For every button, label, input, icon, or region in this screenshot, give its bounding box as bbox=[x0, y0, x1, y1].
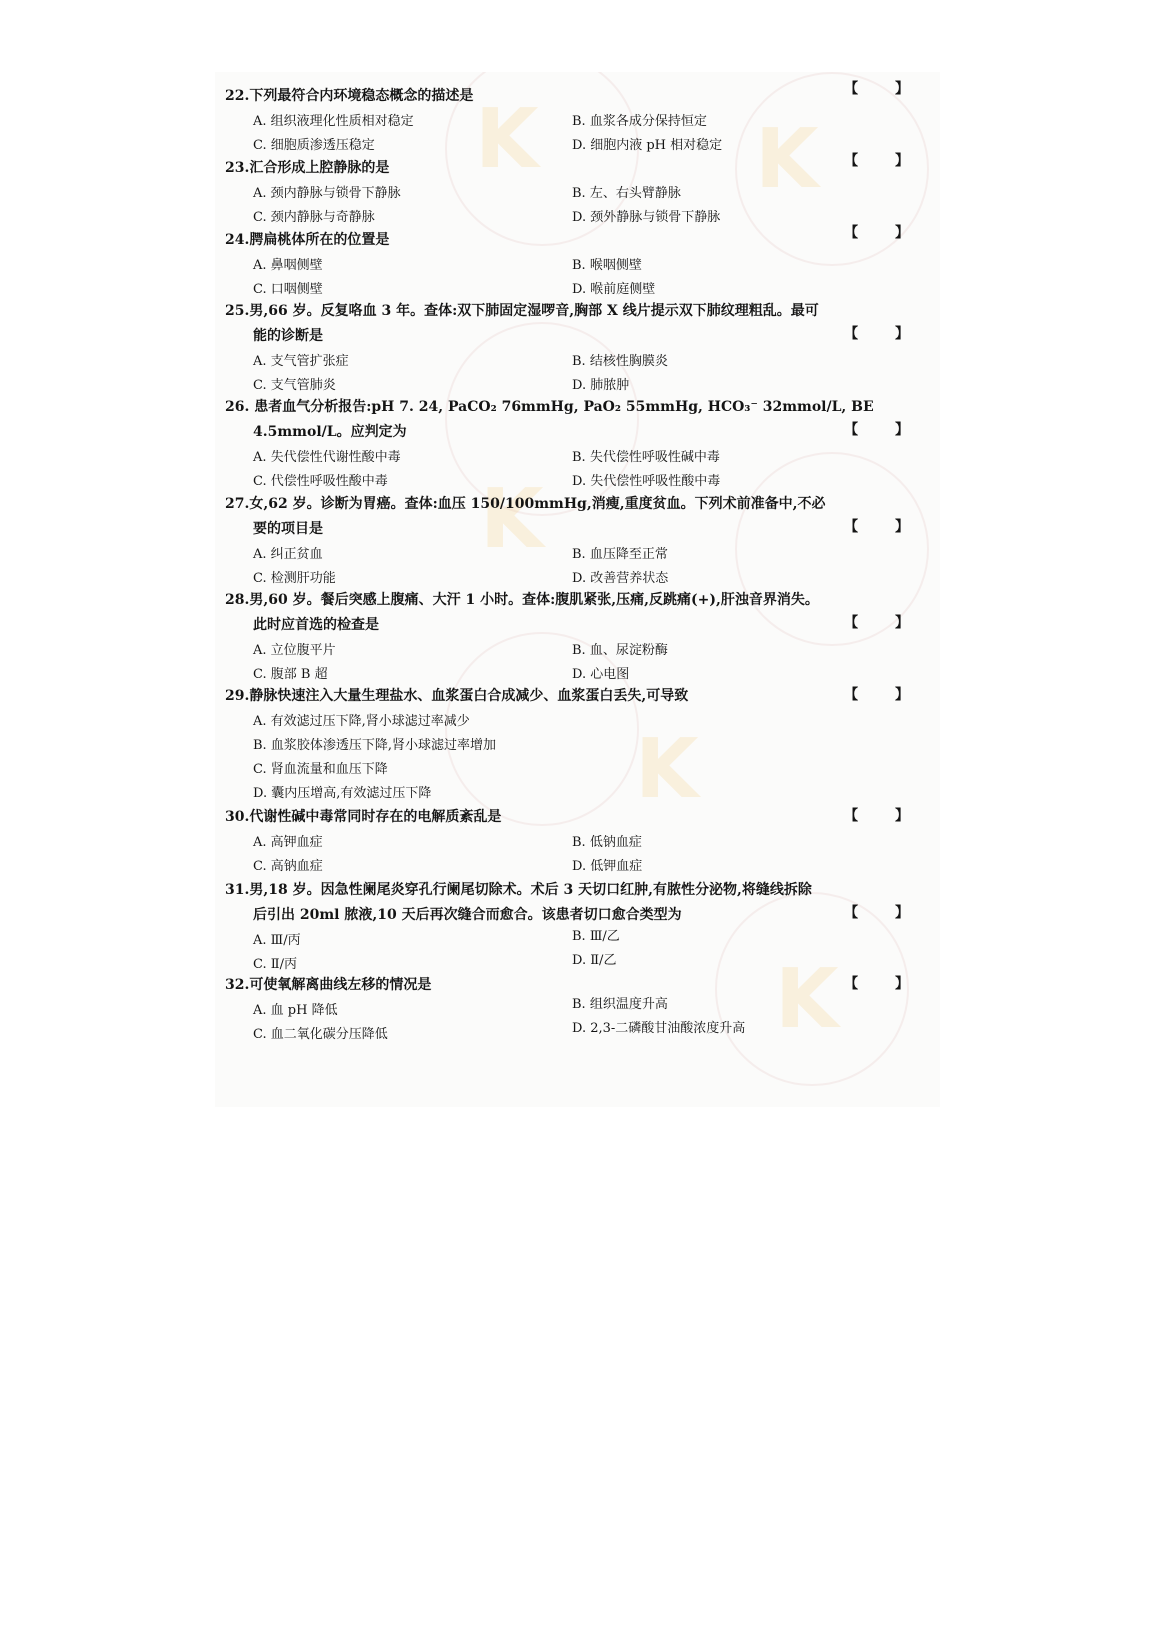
option-a: A. 高钾血症 bbox=[253, 835, 323, 850]
watermark-logo: K bbox=[755, 112, 819, 207]
option-b: B. 血浆胶体渗透压下降,肾小球滤过率增加 bbox=[253, 738, 496, 753]
question-27 bbox=[225, 492, 925, 592]
option-d: D. 心电图 bbox=[572, 667, 630, 682]
option-c: C. 支气管肺炎 bbox=[253, 378, 336, 393]
question-28 bbox=[225, 588, 925, 688]
watermark-logo: K bbox=[635, 722, 699, 817]
option-d: D. 低钾血症 bbox=[572, 859, 643, 874]
options bbox=[225, 349, 925, 399]
option-d: D. 细胞内液 pH 相对稳定 bbox=[572, 138, 723, 153]
option-c: C. 肾血流量和血压下降 bbox=[253, 762, 388, 777]
option-b: B. Ⅲ/乙 bbox=[572, 929, 620, 944]
question-stem bbox=[225, 492, 925, 542]
stem-line: 23.汇合形成上腔静脉的是 bbox=[225, 160, 390, 176]
question-stem bbox=[225, 228, 925, 253]
answer-bracket: 【 】 bbox=[844, 615, 925, 631]
answer-bracket: 【 】 bbox=[844, 81, 925, 97]
option-a: A. 失代偿性代谢性酸中毒 bbox=[253, 450, 401, 465]
answer-bracket: 【 】 bbox=[844, 519, 925, 535]
option-b: B. 血浆各成分保持恒定 bbox=[572, 114, 707, 129]
question-stem bbox=[225, 878, 925, 928]
option-c: C. 颈内静脉与奇静脉 bbox=[253, 210, 375, 225]
answer-bracket: 【 】 bbox=[844, 225, 925, 241]
scanned-exam-page bbox=[215, 72, 940, 1107]
stem-line: 此时应首选的检查是 bbox=[253, 617, 379, 633]
option-a: A. Ⅲ/丙 bbox=[253, 933, 301, 948]
answer-bracket: 【 】 bbox=[844, 326, 925, 342]
watermark-logo: K bbox=[475, 92, 539, 187]
option-a: A. 组织液理化性质相对稳定 bbox=[253, 114, 414, 129]
watermark-logo: K bbox=[480, 472, 544, 567]
question-25 bbox=[225, 299, 925, 399]
options bbox=[225, 928, 925, 978]
question-stem bbox=[225, 84, 925, 109]
stem-line: 能的诊断是 bbox=[253, 328, 323, 344]
options bbox=[225, 542, 925, 592]
options bbox=[225, 181, 925, 231]
option-c: C. 口咽侧壁 bbox=[253, 282, 323, 297]
question-29 bbox=[225, 684, 925, 809]
option-c: C. Ⅱ/丙 bbox=[253, 957, 297, 972]
options bbox=[225, 998, 925, 1048]
question-26 bbox=[225, 395, 925, 495]
question-30 bbox=[225, 805, 925, 880]
option-d: D. 喉前庭侧壁 bbox=[572, 282, 656, 297]
option-b: B. 失代偿性呼吸性碱中毒 bbox=[572, 450, 720, 465]
stem-line: 28.男,60 岁。餐后突感上腹痛、大汗 1 小时。查体:腹肌紧张,压痛,反跳痛(+),肝浊音界消失。 bbox=[225, 592, 819, 608]
options bbox=[225, 709, 925, 809]
option-b: B. 血压降至正常 bbox=[572, 547, 668, 562]
option-d: D. Ⅱ/乙 bbox=[572, 953, 617, 968]
option-a: A. 有效滤过压下降,肾小球滤过率减少 bbox=[253, 714, 470, 729]
option-a: A. 立位腹平片 bbox=[253, 643, 336, 658]
stem-line: 25.男,66 岁。反复咯血 3 年。查体:双下肺固定湿啰音,胸部 X 线片提示双下肺纹理粗乱。最可 bbox=[225, 303, 819, 319]
option-c: C. 细胞质渗透压稳定 bbox=[253, 138, 375, 153]
answer-bracket: 【 】 bbox=[844, 808, 925, 824]
question-23 bbox=[225, 153, 925, 231]
answer-bracket: 【 】 bbox=[844, 153, 925, 169]
option-b: B. 血、尿淀粉酶 bbox=[572, 643, 668, 658]
question-stem bbox=[225, 156, 925, 181]
option-d: D. 囊内压增高,有效滤过压下降 bbox=[253, 786, 432, 801]
options bbox=[225, 830, 925, 880]
question-stem bbox=[225, 805, 925, 830]
stem-line: 27.女,62 岁。诊断为胃癌。查体:血压 150/100mmHg,消瘦,重度贫血。下列术前准备中,不必 bbox=[225, 496, 826, 512]
option-d: D. 失代偿性呼吸性酸中毒 bbox=[572, 474, 721, 489]
watermark-logo: K bbox=[775, 952, 839, 1047]
option-d: D. 2,3-二磷酸甘油酸浓度升高 bbox=[572, 1021, 746, 1036]
stem-line: 4.5mmol/L。应判定为 bbox=[253, 424, 407, 440]
option-c: C. 高钠血症 bbox=[253, 859, 323, 874]
option-a: A. 颈内静脉与锁骨下静脉 bbox=[253, 186, 401, 201]
stem-line: 29.静脉快速注入大量生理盐水、血浆蛋白合成减少、血浆蛋白丢失,可导致 bbox=[225, 688, 689, 704]
answer-bracket: 【 】 bbox=[844, 687, 925, 703]
question-32 bbox=[225, 973, 925, 1048]
option-d: D. 肺脓肿 bbox=[572, 378, 630, 393]
question-22 bbox=[225, 81, 925, 159]
stem-line: 后引出 20ml 脓液,10 天后再次缝合而愈合。该患者切口愈合类型为 bbox=[253, 907, 682, 923]
answer-bracket: 【 】 bbox=[844, 905, 925, 921]
option-b: B. 结核性胸膜炎 bbox=[572, 354, 668, 369]
option-d: D. 改善营养状态 bbox=[572, 571, 669, 586]
option-b: B. 喉咽侧壁 bbox=[572, 258, 642, 273]
stem-line: 32.可使氧解离曲线左移的情况是 bbox=[225, 977, 432, 993]
question-24 bbox=[225, 225, 925, 303]
option-c: C. 血二氧化碳分压降低 bbox=[253, 1027, 388, 1042]
options bbox=[225, 445, 925, 495]
option-b: B. 低钠血症 bbox=[572, 835, 642, 850]
question-stem bbox=[225, 395, 925, 445]
options bbox=[225, 109, 925, 159]
option-b: B. 组织温度升高 bbox=[572, 997, 668, 1012]
option-c: C. 腹部 B 超 bbox=[253, 667, 328, 682]
question-31 bbox=[225, 878, 925, 978]
option-c: C. 检测肝功能 bbox=[253, 571, 336, 586]
stem-line: 22.下列最符合内环境稳态概念的描述是 bbox=[225, 88, 474, 104]
option-a: A. 支气管扩张症 bbox=[253, 354, 349, 369]
question-stem bbox=[225, 588, 925, 638]
option-a: A. 血 pH 降低 bbox=[253, 1003, 338, 1018]
stem-line: 30.代谢性碱中毒常同时存在的电解质紊乱是 bbox=[225, 809, 502, 825]
options bbox=[225, 253, 925, 303]
question-stem bbox=[225, 684, 925, 709]
question-stem bbox=[225, 299, 925, 349]
stem-line: 31.男,18 岁。因急性阑尾炎穿孔行阑尾切除术。术后 3 天切口红肿,有脓性分泌物,将缝线拆除 bbox=[225, 882, 812, 898]
stem-line: 24.腭扁桃体所在的位置是 bbox=[225, 232, 390, 248]
options bbox=[225, 638, 925, 688]
option-b: B. 左、右头臂静脉 bbox=[572, 186, 681, 201]
option-a: A. 鼻咽侧壁 bbox=[253, 258, 323, 273]
option-a: A. 纠正贫血 bbox=[253, 547, 323, 562]
option-c: C. 代偿性呼吸性酸中毒 bbox=[253, 474, 388, 489]
option-d: D. 颈外静脉与锁骨下静脉 bbox=[572, 210, 721, 225]
answer-bracket: 【 】 bbox=[844, 422, 925, 438]
answer-bracket: 【 】 bbox=[844, 976, 925, 992]
stem-line: 26. 患者血气分析报告:pH 7. 24, PaCO₂ 76mmHg, PaO₂ 55mmHg, HCO₃⁻ 32mmol/L, BE bbox=[225, 399, 874, 415]
stem-line: 要的项目是 bbox=[253, 521, 323, 537]
